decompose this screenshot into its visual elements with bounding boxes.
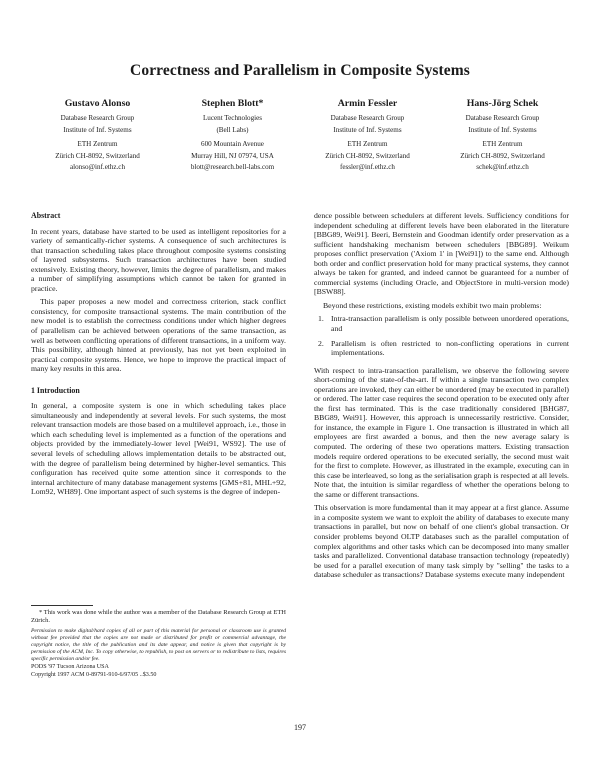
author-organization: 600 Mountain Avenue xyxy=(201,140,264,149)
abstract-heading: Abstract xyxy=(31,211,61,220)
author-email: blott@research.bell-labs.com xyxy=(190,163,275,172)
page-number: 197 xyxy=(294,723,306,732)
author-name: Armin Fessler xyxy=(337,98,398,109)
author-organization: ETH Zentrum xyxy=(347,140,388,149)
author-email: alonso@inf.ethz.ch xyxy=(70,163,125,172)
right-paragraph-1: dence possible between schedulers at different levels. Sufficiency conditions for independent scheduling at different levels have been elaborated in the literature [BBG89, Wei91]. Beeri, Bernstein and Goodman identify order preservation as a sufficient handshaking mechanism between schedulers [BBG89]. Weikum proposes conflict preservation ('Axiom 1' in [Wei91]) to the same end. Although both order and conflict preservation hold for many practical systems, they cannot always be taken for granted, and indeed cannot be guaranteed for a number of commercial systems (including Oracle, and ObjectStore in multi-version mode) [BSW88]. xyxy=(314,211,569,297)
list-text: Intra-transaction parallelism is only possible between unordered operations, and xyxy=(331,314,569,334)
author-affiliation: Lucent Technologies xyxy=(202,114,263,122)
list-number: 2. xyxy=(318,338,324,348)
author-address: Zürich CH-8092, Switzerland xyxy=(325,151,410,160)
author-affiliation: Database Research Group xyxy=(330,114,405,122)
author-name: Hans-Jörg Schek xyxy=(466,98,539,109)
list-text: Parallelism is often restricted to non-conflicting operations in current implementations. xyxy=(331,338,569,358)
list-item xyxy=(314,339,569,358)
problem-list xyxy=(314,314,569,357)
author-email: schek@inf.ethz.ch xyxy=(476,163,529,172)
author-institute: Institute of Inf. Systems xyxy=(333,125,402,134)
permission-notice: Permission to make digital/hard copies of all or part of this material for personal or classroom use is granted without fee provided that the copies are not made or distributed for profit or commercial advantage, the copyright notice, the title of the publication and its date appear, and notice is given that copyright is by permission of the ACM, Inc. To copy otherwise, to republish, to post on servers or to redistribute to lists, requires specific permission and/or fee. xyxy=(31,628,286,662)
author-organization: ETH Zentrum xyxy=(77,140,118,149)
author-address: Zürich CH-8092, Switzerland xyxy=(55,151,140,160)
intro-paragraph-1: In general, a composite system is one in which scheduling takes place simultaneously and independently at several levels. For such systems, the most relevant transaction models are those based on a multilevel approach, i.e., those in which each scheduling level is implemented as a function of the operations and objects provided by the immediately-lower level [Wei91, WS92]. The use of several levels of scheduling allows implementation details to be abstracted out, with the degree of parallelism being determined by higher-level semantics. This configuration has received quite some attention since it corresponds to the internal architecture of many database management systems [GMS+81, MHL+92, Lom92, WH89]. One important aspect of such systems is the degree of indepen- xyxy=(31,401,286,497)
right-paragraph-2: Beyond these restrictions, existing models exhibit two main problems: xyxy=(323,300,542,310)
author-block xyxy=(30,97,570,174)
introduction-heading: 1 Introduction xyxy=(31,385,80,395)
footnote-rule xyxy=(31,605,93,606)
author-4 xyxy=(435,97,570,174)
author-1 xyxy=(30,97,165,174)
author-address: Murray Hill, NJ 07974, USA xyxy=(191,151,274,160)
author-affiliation: Database Research Group xyxy=(60,114,135,122)
author-2 xyxy=(165,97,300,174)
abstract-paragraph-1: In recent years, database have started to be used as intelligent repositories for a variety of semantically-richer systems. A consequence of such architectures is that transaction scheduling takes place throughout composite systems consisting of layered subsystems. Such transaction architectures have been studied extensively. Existing theory, however, limits the degree of parallelism, and makes a number of simplifying assumptions which cannot be taken for granted in practice. xyxy=(31,226,286,293)
author-footnote: * This work was done while the author was a member of the Database Research Group at ETH Zürich. xyxy=(31,609,286,624)
paper-title: Correctness and Parallelism in Composite Systems xyxy=(130,62,470,79)
author-affiliation: Database Research Group xyxy=(465,114,540,122)
list-number: 1. xyxy=(318,314,324,324)
author-institute: Institute of Inf. Systems xyxy=(63,125,132,134)
author-3 xyxy=(300,97,435,174)
author-email: fessler@inf.ethz.ch xyxy=(340,163,395,172)
venue-line: PODS '97 Tucson Arizona USA xyxy=(31,663,109,670)
author-name: Stephen Blott* xyxy=(201,98,264,109)
author-name: Gustavo Alonso xyxy=(64,98,131,109)
abstract-paragraph-2: This paper proposes a new model and correctness criterion, stack conflict consistency, for composite transactional systems. The main contribution of the new model is to establish the correctness conditions under which higher degrees of parallelism can be achieved between operations of the same transaction, as well as between conflicting operations of different transactions, in a uniform way. This possibility, although hinted at previously, has not yet been exploited in practical composite systems. Hence, we hope to improve the practical impact of many key results in this area. xyxy=(31,297,286,374)
author-institute: Institute of Inf. Systems xyxy=(468,125,537,134)
author-organization: ETH Zentrum xyxy=(482,140,523,149)
right-paragraph-3: With respect to intra-transaction parallelism, we observe the following severe short-coming of the state-of-the-art. If within a single transaction two complex operations are invoked, they can either be unordered (may be executed in parallel) or ordered. The latter case requires the second operation to be executed only after the first has terminated. This is the case traditionally considered [BHG87, BBG89, Wei91]. However, this approach is unnecessarily restrictive. Consider, for instance, the example in Figure 1. One transaction is illustrated in which all employees are first awarded a bonus, and then the new average salary is computed. The ordering of these two operations matters. Existing transaction models require ordered operations to be executed serially, the second must wait for the first to complete. However, as illustrated in the example, executing can in this case be interleaved, so long as the serialisation graph is respected at all levels. Note that, the intuition is similar regardless of whether the operations belong to the same or different transactions. xyxy=(314,365,569,499)
right-column xyxy=(314,211,569,718)
author-address: Zürich CH-8092, Switzerland xyxy=(460,151,545,160)
right-paragraph-4: This observation is more fundamental than it may appear at a first glance. Assume in a composite system we want to exploit the ability of databases to execute many transactions in parallel, but now on behalf of one client's global transaction. Or consider problems beyond OLTP databases such as the parallel computation of complex algorithms and other tasks which can be decomposed into many smaller tasks and parallelized. Conventional database transaction technology (repeatedly) be used for a parallel execution of many task simply by "selling" the tasks to a database scheduler as transactions? Database systems execute many independent xyxy=(314,503,569,580)
list-item xyxy=(314,314,569,333)
author-institute: (Bell Labs) xyxy=(216,125,249,134)
copyright-line: Copyright 1997 ACM 0-89791-910-6/97/05 ..$3.50 xyxy=(31,672,157,679)
footnote-block xyxy=(31,605,286,680)
